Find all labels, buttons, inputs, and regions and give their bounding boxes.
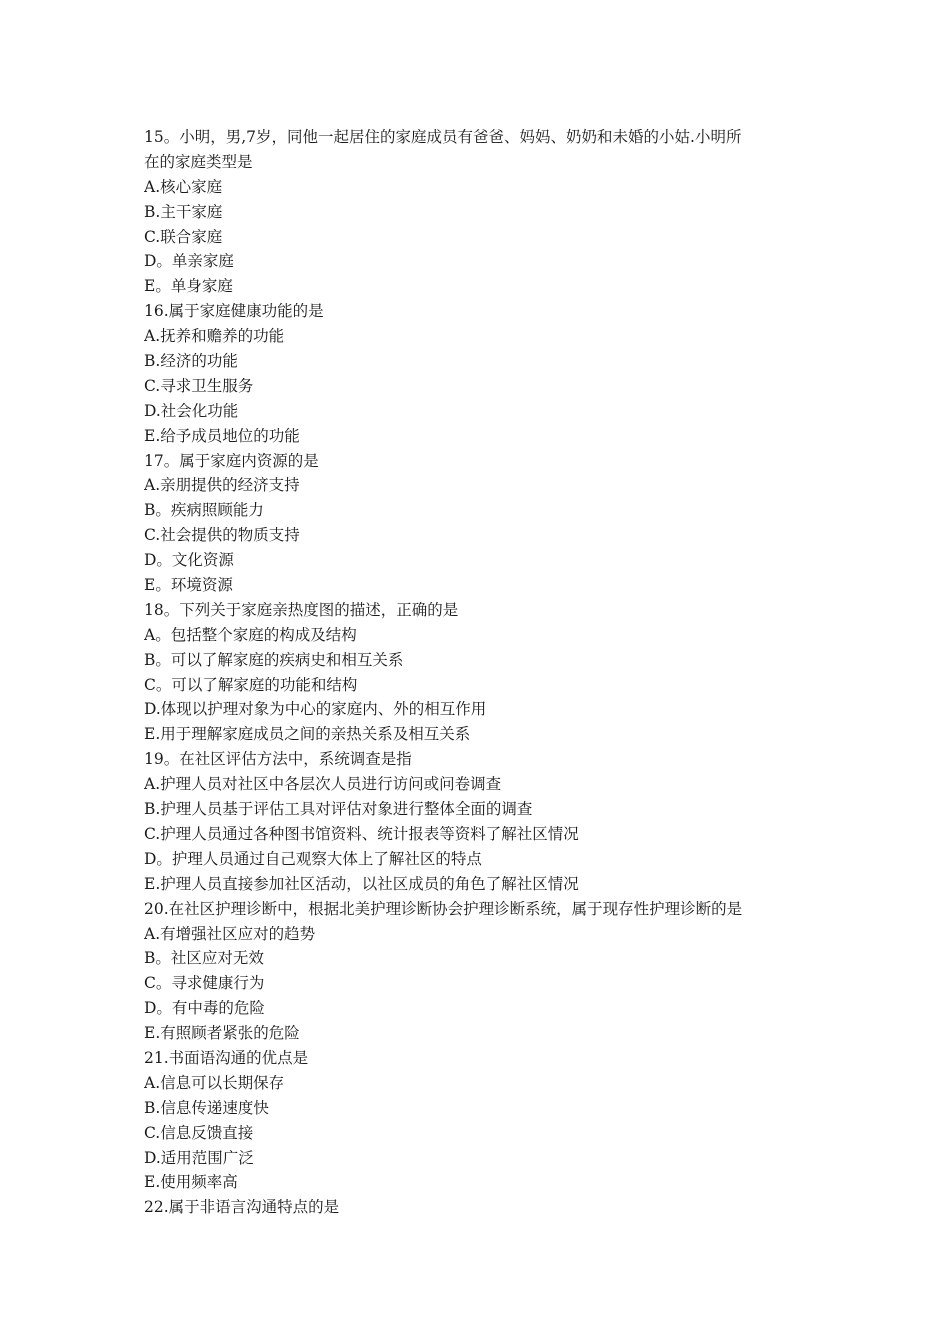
answer-option: B。可以了解家庭的疾病史和相互关系 <box>144 650 404 669</box>
answer-option: D。文化资源 <box>144 551 234 570</box>
answer-option: E.给予成员地位的功能 <box>144 426 300 445</box>
answer-option: A。包括整个家庭的构成及结构 <box>144 625 357 644</box>
answer-option: D。单亲家庭 <box>144 252 234 271</box>
question-block <box>144 1046 814 1195</box>
answer-option: C.社会提供的物质支持 <box>144 526 300 545</box>
question-stem: 20.在社区护理诊断中，根据北美护理诊断协会护理诊断系统，属于现存性护理诊断的是 <box>144 899 743 918</box>
question-block <box>144 299 814 448</box>
answer-option: C.护理人员通过各种图书馆资料、统计报表等资料了解社区情况 <box>144 824 579 843</box>
question-block <box>144 449 814 598</box>
answer-option: E.使用频率高 <box>144 1173 238 1192</box>
answer-option: A.信息可以长期保存 <box>144 1073 285 1092</box>
question-block <box>144 598 814 747</box>
answer-option: E.用于理解家庭成员之间的亲热关系及相互关系 <box>144 725 471 744</box>
question-stem: 17。属于家庭内资源的是 <box>144 451 319 470</box>
question-stem: 19。在社区评估方法中，系统调查是指 <box>144 750 412 769</box>
question-block <box>144 747 814 896</box>
answer-option: B.主干家庭 <box>144 202 223 221</box>
question-stem: 22.属于非语言沟通特点的是 <box>144 1198 340 1217</box>
question-stem: 21.书面语沟通的优点是 <box>144 1048 309 1067</box>
answer-option: A.有增强社区应对的趋势 <box>144 924 316 943</box>
question-block <box>144 897 814 1046</box>
answer-option: A.亲朋提供的经济支持 <box>144 476 300 495</box>
answer-option: C。可以了解家庭的功能和结构 <box>144 675 358 694</box>
question-stem: 16.属于家庭健康功能的是 <box>144 302 324 321</box>
answer-option: A.抚养和赡养的功能 <box>144 327 285 346</box>
answer-option: B.护理人员基于评估工具对评估对象进行整体全面的调查 <box>144 800 533 819</box>
question-block <box>144 125 814 299</box>
answer-option: B.经济的功能 <box>144 352 238 371</box>
question-stem: 在的家庭类型是 <box>144 152 253 171</box>
question-block <box>144 1195 814 1220</box>
answer-option: E。单身家庭 <box>144 277 233 296</box>
document-page <box>144 125 814 1220</box>
answer-option: E.有照顾者紧张的危险 <box>144 1024 300 1043</box>
answer-option: C.信息反馈直接 <box>144 1123 254 1142</box>
answer-option: B。疾病照顾能力 <box>144 501 264 520</box>
answer-option: A.护理人员对社区中各层次人员进行访问或问卷调查 <box>144 775 502 794</box>
answer-option: C.联合家庭 <box>144 227 223 246</box>
answer-option: D。护理人员通过自己观察大体上了解社区的特点 <box>144 849 482 868</box>
answer-option: B。社区应对无效 <box>144 949 264 968</box>
answer-option: D.社会化功能 <box>144 401 239 420</box>
question-stem: 18。下列关于家庭亲热度图的描述，正确的是 <box>144 600 459 619</box>
answer-option: E.护理人员直接参加社区活动，以社区成员的角色了解社区情况 <box>144 874 579 893</box>
answer-option: C。寻求健康行为 <box>144 974 265 993</box>
answer-option: D。有中毒的危险 <box>144 999 265 1018</box>
answer-option: A.核心家庭 <box>144 177 223 196</box>
answer-option: D.体现以护理对象为中心的家庭内、外的相互作用 <box>144 700 487 719</box>
answer-option: D.适用范围广泛 <box>144 1148 254 1167</box>
answer-option: E。环境资源 <box>144 576 233 595</box>
answer-option: C.寻求卫生服务 <box>144 376 254 395</box>
answer-option: B.信息传递速度快 <box>144 1098 269 1117</box>
question-stem: 15。小明，男,7岁，同他一起居住的家庭成员有爸爸、妈妈、奶奶和未婚的小姑.小明所 <box>144 128 742 146</box>
